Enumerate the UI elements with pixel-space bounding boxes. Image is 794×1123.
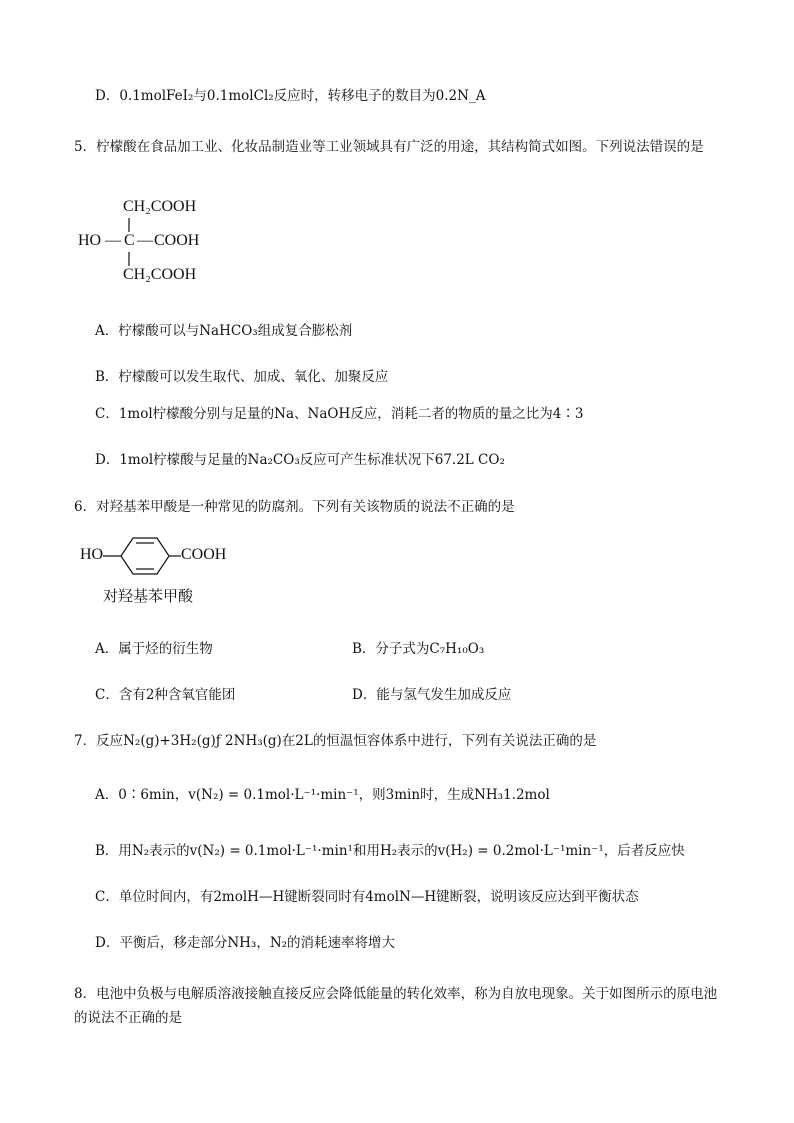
q5-option-b[interactable]: B．柠檬酸可以发生取代、加成、氧化、加聚反应 xyxy=(95,369,389,385)
q6-option-d[interactable]: D．能与氢气发生加成反应 xyxy=(352,687,512,703)
q7-option-a[interactable]: A．0∶6min，v(N₂) = 0.1mol·L⁻¹·min⁻¹，则3min时，生成NH₃1.2mol xyxy=(95,787,550,803)
q7-option-b[interactable]: B．用N₂表示的v(N₂) = 0.1mol·L⁻¹·min¹和用H₂表示的v(H₂) = 0.2mol·L⁻¹min⁻¹，后者反应快 xyxy=(95,843,685,859)
struct6-caption: 对羟基苯甲酸 xyxy=(103,587,194,605)
q5-option-a[interactable]: A．柠檬酸可以与NaHCO₃组成复合膨松剂 xyxy=(95,323,353,339)
struct-row1: CH₂COOH xyxy=(123,198,197,215)
q6-stem: 6．对羟基苯甲酸是一种常见的防腐剂。下列有关该物质的说法不正确的是 xyxy=(74,499,515,515)
struct-bonds xyxy=(124,214,134,274)
q6-option-c[interactable]: C．含有2种含氧官能团 xyxy=(95,687,236,703)
q5-option-c[interactable]: C．1mol柠檬酸分别与足量的Na、NaOH反应，消耗二者的物质的量之比为4∶3 xyxy=(95,406,584,422)
struct-dash-left: — xyxy=(105,232,121,249)
q5-stem: 5．柠檬酸在食品加工业、化妆品制造业等工业领域具有广泛的用途，其结构简式如图。下列说法错误的是 xyxy=(74,139,704,155)
q6-option-b[interactable]: B．分子式为C₇H₁₀O₃ xyxy=(352,641,485,657)
struct6-ho: HO xyxy=(80,546,104,563)
q7-stem: 7．反应N₂(g)+3H₂(g)ƒ 2NH₃(g)在2L的恒温恒容体系中进行，下列有关说法正确的是 xyxy=(74,733,597,749)
struct-row3: CH₂COOH xyxy=(123,266,197,283)
prev-option-d: D．0.1molFeI₂与0.1molCl₂反应时，转移电子的数目为0.2N_A xyxy=(95,88,486,104)
q7-option-d[interactable]: D．平衡后，移走部分NH₃，N₂的消耗速率将增大 xyxy=(95,935,396,951)
struct-carbon: C xyxy=(124,232,135,249)
q7-option-c[interactable]: C．单位时间内，有2molH—H键断裂同时有4molN—H键断裂，说明该反应达到平衡状态 xyxy=(95,889,639,905)
q8-stem: 8．电池中负极与电解质溶液接触直接反应会降低能量的转化效率，称为自放电现象。关于如图所示的原电池的说法不正确的是 xyxy=(74,986,718,1026)
struct-dash-right: — xyxy=(137,232,153,249)
struct6-cooh: COOH xyxy=(181,546,227,563)
struct-ho: HO xyxy=(78,232,102,249)
struct-cooh: COOH xyxy=(154,232,200,249)
q6-option-a[interactable]: A．属于烃的衍生物 xyxy=(95,641,213,657)
benzene-ring-icon xyxy=(103,534,183,578)
q5-option-d[interactable]: D．1mol柠檬酸与足量的Na₂CO₃反应可产生标准状况下67.2L CO₂ xyxy=(95,452,505,468)
